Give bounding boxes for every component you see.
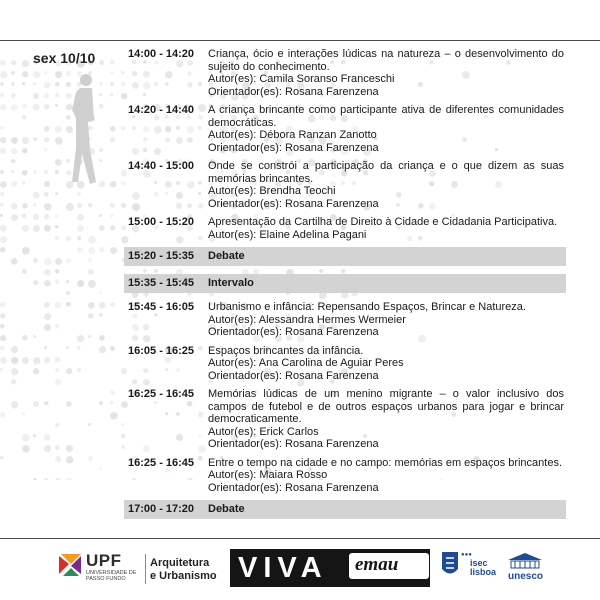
background-dot [55,214,59,218]
background-dot [44,214,50,220]
upf-subtitle: UNIVERSIDADE DE PASSO FUNDO [86,570,137,582]
background-dot [88,302,95,309]
background-dot [55,93,60,98]
background-dot [33,368,39,374]
session-time: 17:00 - 17:20 [128,503,195,515]
session-title: Apresentação da Cartilha de Direito à Cidade e Cidadania Participativa. [208,216,558,228]
background-dot [99,247,104,252]
background-dot [55,478,61,480]
background-dot [55,445,60,450]
session-time: 15:45 - 16:05 [128,301,195,313]
background-dot [0,170,4,174]
background-dot [66,478,73,480]
session-advisor: Orientador(es): Rosana Farenzena [208,438,379,450]
background-dot [110,203,115,208]
background-dot [66,401,72,407]
background-dot [66,346,69,349]
background-dot [0,324,4,328]
background-dot [33,170,37,174]
session-row [124,301,564,339]
background-dot [11,346,18,353]
background-dot [77,335,84,342]
session-title: Urbanismo e infância: Repensando Espaços, Brincar e Natureza. [208,301,526,313]
background-dot [55,280,59,284]
background-dot [110,82,114,86]
session-author: Autor(es): Erick Carlos [208,425,319,438]
background-dot [44,192,49,197]
background-dot [110,247,117,254]
background-dot [0,60,6,66]
background-dot [110,390,115,395]
session-time: 16:05 - 16:25 [128,344,195,357]
background-dot [55,302,61,308]
session-time: 14:20 - 14:40 [128,104,195,116]
background-dot [44,346,47,349]
background-dot [11,181,17,187]
background-dot [22,104,26,108]
background-dot [66,456,74,464]
background-dot [33,71,40,78]
background-dot [22,269,27,274]
background-dot [77,225,84,232]
background-dot [66,291,70,295]
background-dot [88,335,91,338]
background-dot [44,445,51,452]
background-dot [44,137,49,142]
upf-logo-icon [57,552,83,578]
session-row [124,457,564,495]
architecture-line-1: Arquitetura [150,557,210,569]
background-dot [77,368,81,372]
architecture-line-2: e Urbanismo [150,570,217,582]
background-dot [110,137,115,142]
session-body [208,345,564,383]
background-dot [66,280,69,283]
background-dot [22,357,29,364]
background-dot [88,247,95,254]
break-row [124,500,566,519]
top-divider [0,40,600,41]
background-dot [11,71,15,75]
isec-shield-icon [441,551,459,579]
background-dot [44,181,50,187]
architecture-label [150,557,217,583]
background-dot [0,214,3,217]
background-dot [99,313,103,317]
background-dot [44,269,51,276]
unesco-name: unesco [508,571,544,582]
break-row [124,247,566,266]
session-advisor: Orientador(es): Rosana Farenzena [208,141,379,154]
background-dot [88,236,96,244]
background-dot [44,478,48,480]
background-dot [44,258,52,266]
background-dot [0,346,4,350]
background-dot [55,192,58,195]
background-dot [0,148,6,154]
session-body [208,500,566,519]
background-dot [33,137,37,141]
background-dot [55,379,62,386]
session-advisor: Orientador(es): Rosana Farenzena [208,326,379,338]
background-dot [22,247,30,255]
background-dot [22,115,27,120]
background-dot [33,203,37,207]
background-dot [55,82,60,87]
bottom-divider [0,538,600,539]
background-dot [0,71,7,78]
background-dot [0,412,5,417]
background-dot [11,357,18,364]
session-body [208,388,564,451]
background-dot [55,368,60,373]
background-dot [11,148,17,154]
background-dot [66,302,71,307]
background-dot [99,467,102,470]
background-dot [33,335,36,338]
session-time: 14:40 - 15:00 [128,160,195,172]
background-dot [11,401,18,408]
background-dot [11,159,15,163]
session-title: Criança, ócio e interações lúdicas na natureza – o desenvolvimento do sujeito do conhecimento. [208,48,564,73]
session-row [124,160,564,210]
session-body [208,457,564,495]
background-dot [0,203,3,206]
session-time: 15:00 - 15:20 [128,216,195,228]
background-dot [0,104,7,111]
background-dot [55,258,62,265]
background-dot [33,434,36,437]
background-dot [110,93,113,96]
background-dot [77,203,82,208]
break-row [124,274,566,293]
background-dot [0,126,4,130]
background-dot [88,203,92,207]
session-author: Autor(es): Alessandra Hermes Wermeier [208,313,406,326]
session-title: A criança brincante como participante ativa de diferentes comunidades democráticas. [208,104,564,129]
background-dot [11,93,16,98]
background-dot [110,214,113,217]
background-dot [0,181,7,188]
background-dot [0,302,6,308]
background-dot [44,324,51,331]
session-body [208,274,566,293]
session-title: Espaços brincantes da infância. [208,344,364,357]
footer-logos [0,548,600,594]
background-dot [0,225,7,232]
background-dot [0,368,3,371]
session-body [208,301,564,339]
background-dot [22,225,29,232]
background-dot [99,291,102,294]
session-author: Autor(es): Débora Ranzan Zanotto [208,129,377,141]
background-dot [88,280,96,288]
background-dot [66,203,74,211]
background-dot [110,126,116,132]
background-dot [88,456,93,461]
session-body [208,247,566,266]
background-dot [22,203,28,209]
background-dot [55,126,62,133]
background-dot [110,302,115,307]
background-dot [0,247,6,253]
background-dot [0,357,7,364]
background-dot [33,82,36,85]
background-dot [110,412,118,420]
isec-label: isec [470,558,488,568]
walking-child-silhouette [62,70,104,190]
background-dot [99,346,106,353]
session-time: 14:00 - 14:20 [128,48,195,60]
background-dot [22,412,25,415]
background-dot [55,236,58,239]
background-dot [22,60,29,67]
isec-city: lisboa [470,567,497,577]
background-dot [44,93,49,98]
background-dot [99,335,105,341]
session-author: Autor(es): Brendha Teochi [208,185,336,197]
background-dot [110,60,114,64]
session-advisor: Orientador(es): Rosana Farenzena [208,369,379,382]
background-dot [44,401,49,406]
background-dot [0,137,7,144]
session-row [124,104,564,154]
background-dot [0,236,7,243]
background-dot [0,456,3,459]
session-advisor: Orientador(es): Rosana Farenzena [208,197,379,210]
background-dot [77,214,84,221]
session-title: Onde se constrói a participação da criança e o que dizem as suas memórias brincantes. [208,160,564,185]
background-dot [22,148,27,153]
background-dot [55,104,58,107]
background-dot [0,335,6,341]
background-dot [88,423,91,426]
background-dot [22,335,28,341]
session-body [208,48,564,98]
background-dot [99,401,103,405]
background-dot [88,313,93,318]
background-dot [55,170,59,174]
background-dot [66,445,73,452]
background-dot [44,71,47,74]
background-dot [33,214,39,220]
background-dot [11,137,18,144]
background-dot [99,214,102,217]
background-dot [44,434,51,441]
background-dot [22,214,26,218]
session-author: Autor(es): Camila Soranso Franceschi [208,73,395,85]
background-dot [11,379,17,385]
background-dot [22,137,29,144]
session-title: Intervalo [208,277,254,289]
background-dot [22,445,30,453]
background-dot [22,82,25,85]
session-row [124,48,564,98]
background-dot [11,104,18,111]
background-dot [33,104,40,111]
background-dot [33,192,40,199]
session-body [208,160,564,210]
background-dot [11,60,16,65]
background-dot [77,346,80,349]
background-dot [66,236,71,241]
background-dot [11,368,18,375]
background-dot [44,357,50,363]
background-dot [110,346,115,351]
background-dot [33,478,37,480]
session-row [124,388,564,451]
background-dot [33,93,39,99]
background-dot [33,280,38,285]
background-dot [77,280,84,287]
background-dot [99,225,105,231]
isec-dots-icon: ●●● [461,552,472,558]
background-dot [44,104,49,109]
footer-divider [145,554,146,584]
session-author: Autor(es): Elaine Adelina Pagani [208,228,367,241]
session-time: 16:25 - 16:45 [128,456,195,469]
background-dot [0,93,4,97]
background-dot [55,159,62,166]
session-body [208,104,564,154]
emau-text: emau [355,554,399,575]
background-dot [0,82,4,86]
background-dot [55,324,59,328]
background-dot [77,247,82,252]
viva-text: VIVA [238,552,328,584]
background-dot [66,368,72,374]
session-advisor: Orientador(es): Rosana Farenzena [208,481,379,494]
background-dot [44,148,47,151]
background-dot [44,82,50,88]
background-dot [11,170,14,173]
background-dot [0,192,4,196]
background-dot [99,60,104,65]
background-dot [66,258,71,263]
background-dot [11,258,18,265]
session-author: Autor(es): Maiara Rosso [208,469,328,481]
schedule-list [124,48,564,527]
background-dot [110,71,114,75]
session-row [124,216,564,241]
background-dot [44,280,51,287]
session-author: Autor(es): Ana Carolina de Aguiar Peres [208,357,404,369]
background-dot [44,225,51,232]
background-dot [55,269,59,273]
background-dot [22,71,28,77]
background-dot [11,214,18,221]
session-title: Memórias lúdicas de um menino migrante – o valor inclusivo dos campos de futebol e de outros espaços urbanos para jogar e brincar democraticamente. [208,388,564,425]
session-row [124,345,564,383]
background-dot [77,192,81,196]
background-dot [22,170,28,176]
background-dot [22,181,26,185]
background-dot [44,313,51,320]
background-dot [77,236,81,240]
background-dot [110,181,116,187]
background-dot [33,225,40,232]
background-dot [0,313,6,319]
background-dot [55,423,59,427]
background-dot [110,225,115,230]
isec-name [470,559,496,577]
background-dot [44,126,50,132]
upf-name: UPF [86,551,122,570]
background-dot [33,258,38,263]
background-dot [11,82,15,86]
background-dot [33,401,39,407]
session-title: Debate [208,503,245,515]
session-title: Entre o tempo na cidade e no campo: memórias em espaços brincantes. [208,456,563,469]
session-time: 15:20 - 15:35 [128,250,195,262]
session-time: 15:35 - 15:45 [128,277,195,289]
background-dot [44,170,48,174]
session-body [208,216,564,241]
background-dot [55,456,61,462]
background-dot [44,203,52,211]
background-dot [55,357,60,362]
background-dot [88,269,94,275]
background-dot [11,203,17,209]
session-time: 16:25 - 16:45 [128,388,195,400]
background-dot [55,225,58,228]
unesco-temple-icon [506,552,544,570]
date-label: sex 10/10 [33,50,96,66]
background-dot [88,258,92,262]
background-dot [99,302,106,309]
background-dot [44,302,50,308]
background-dot [110,401,113,404]
background-dot [33,357,40,364]
session-advisor: Orientador(es): Rosana Farenzena [208,85,379,98]
background-dot [22,434,29,441]
session-title: Debate [208,250,245,262]
